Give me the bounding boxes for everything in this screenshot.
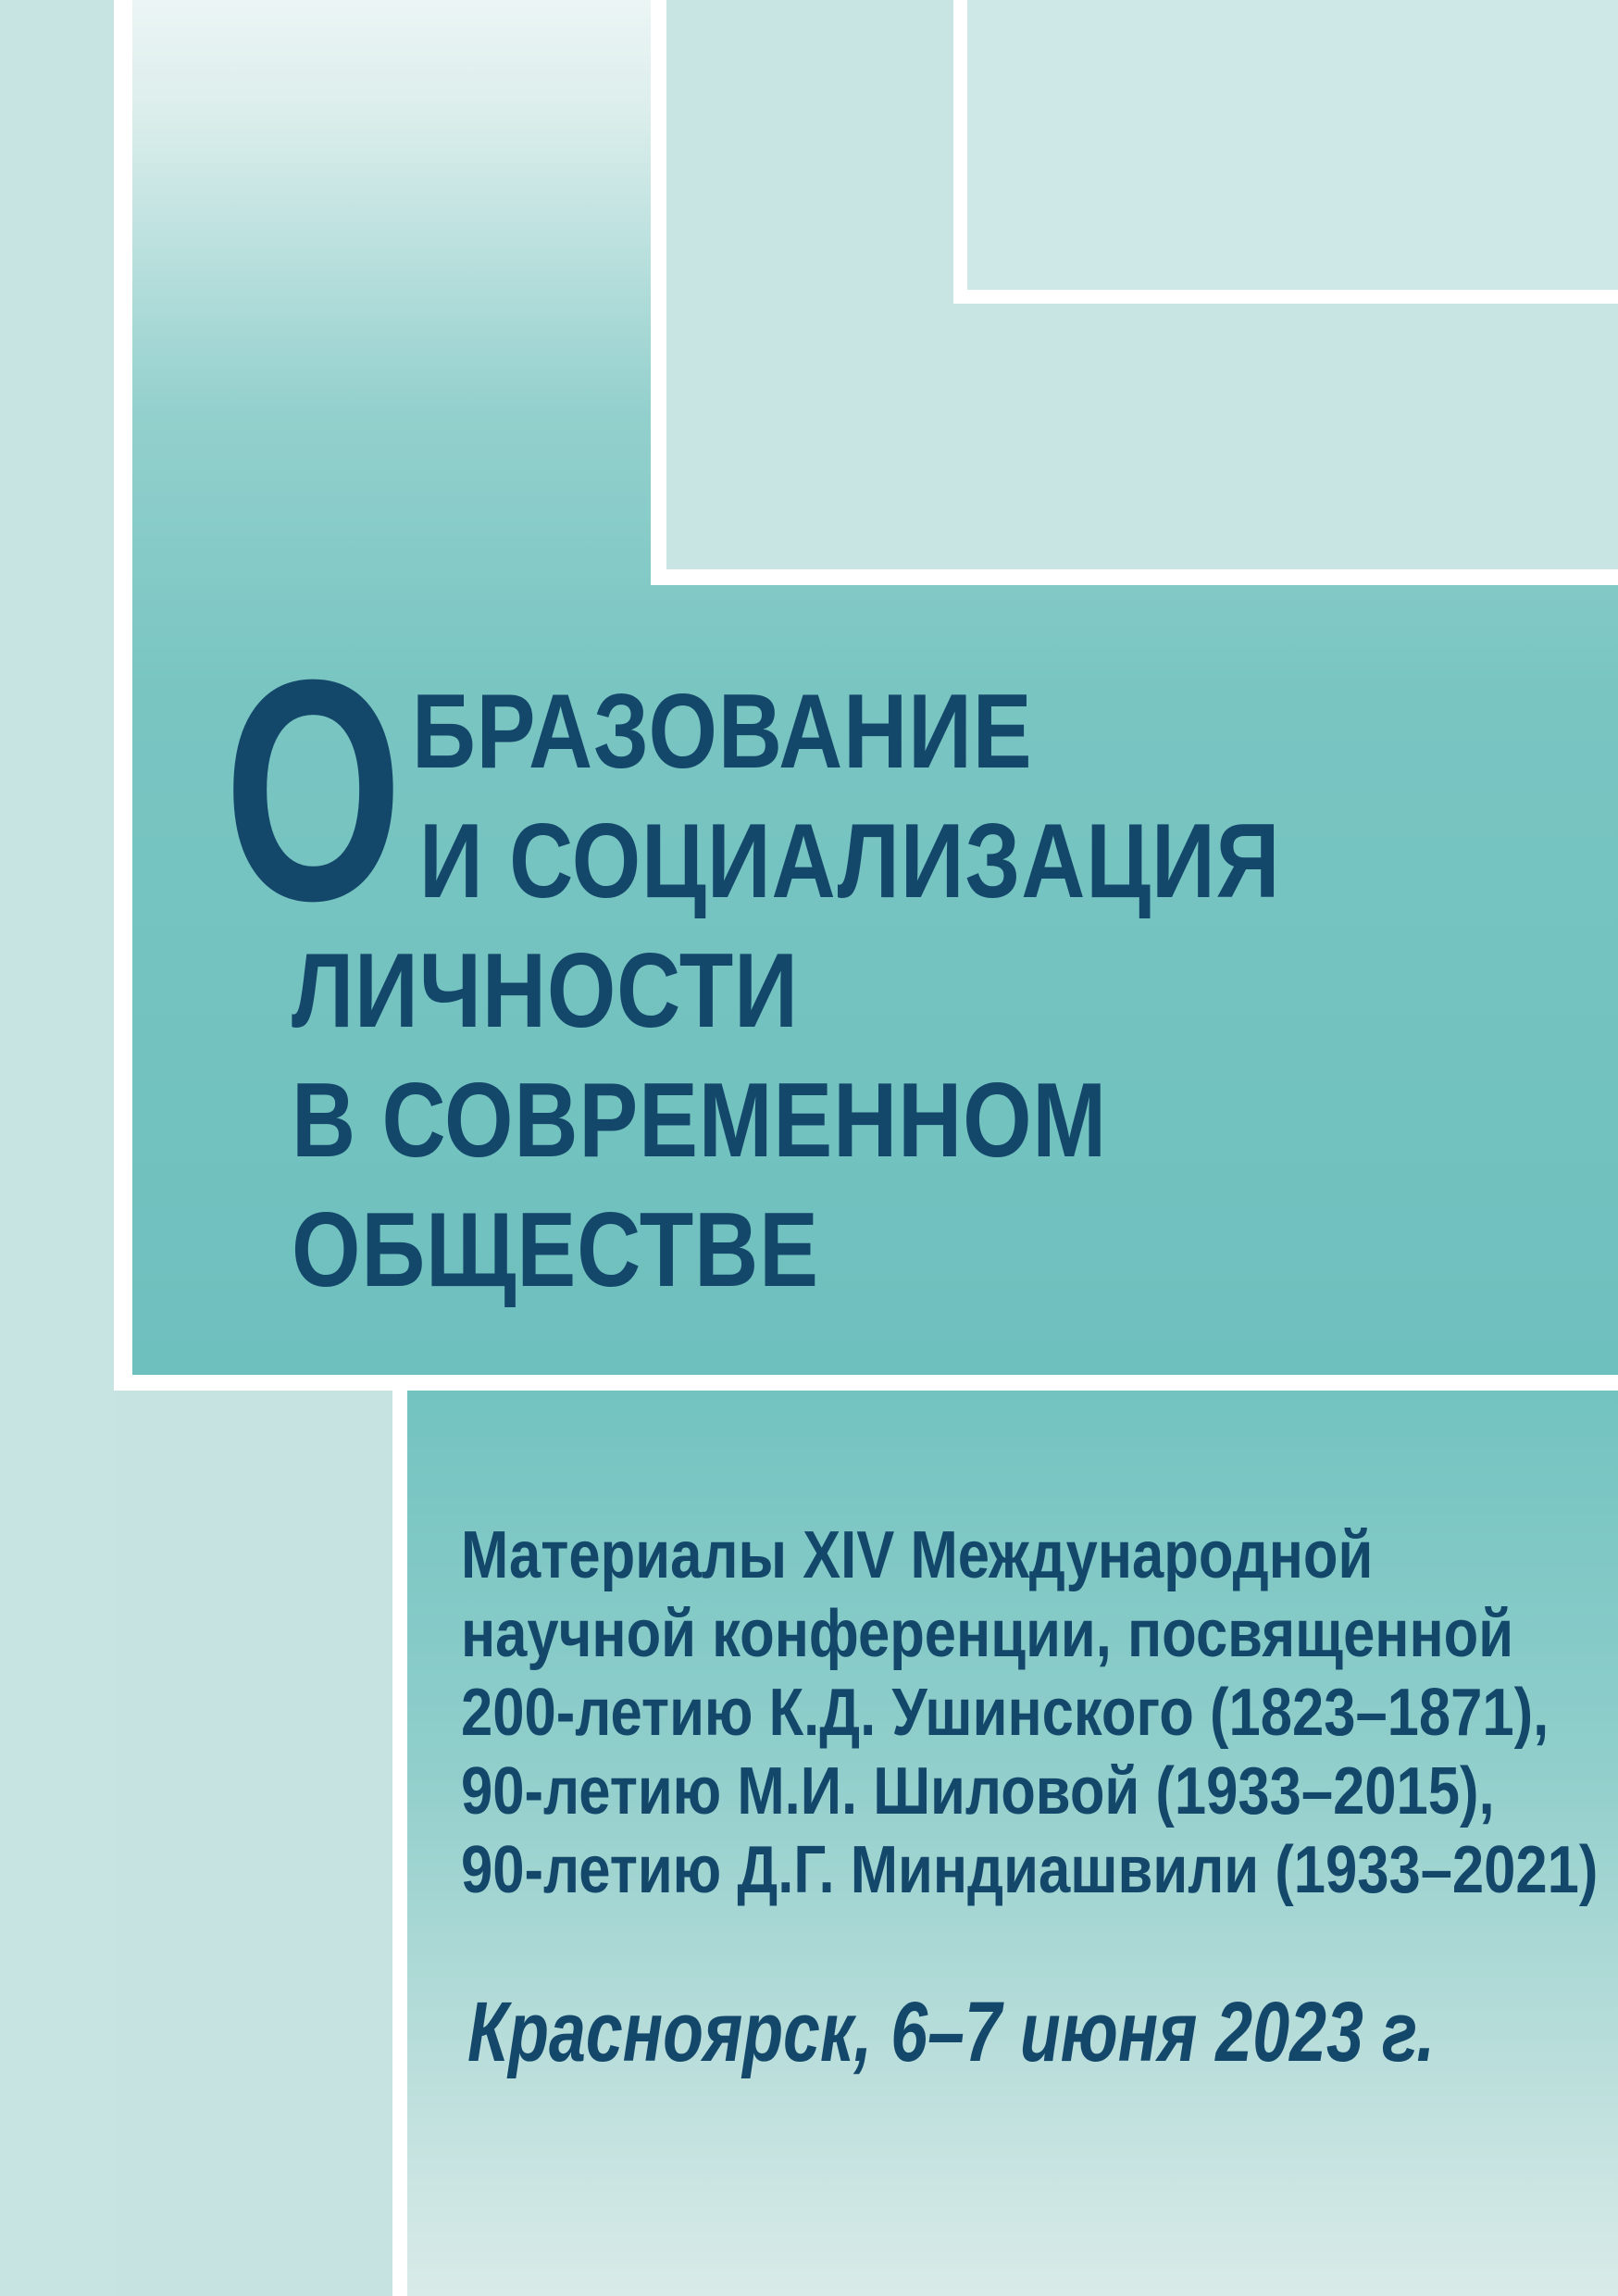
title-line-5: ОБЩЕСТВЕ (292, 1192, 819, 1309)
title-line-4: В СОВРЕМЕННОМ (292, 1062, 1108, 1179)
place-date-line: Красноярск, 6–7 июня 2023 г. (467, 1985, 1436, 2079)
divider-horizontal-rect-inner (953, 290, 1618, 304)
subtitle-line-3: 200-летию К.Д. Ушинского (1823–1871), (461, 1676, 1550, 1750)
divider-vertical-subtitle-panel (392, 1391, 407, 2296)
title-line-1: БРАЗОВАНИЕ (412, 673, 1033, 791)
left-background-strip (0, 0, 114, 2296)
title-dropcap: О (224, 615, 404, 967)
conference-subtitle (461, 1516, 1598, 1910)
divider-vertical-rect-inner (953, 0, 967, 304)
title-line-2: И СОЦИАЛИЗАЦИЯ (419, 803, 1281, 920)
subtitle-line-5: 90-летию Д.Г. Миндиашвили (1933–2021) (461, 1833, 1599, 1907)
decor-rectangle-inner (967, 0, 1618, 290)
divider-horizontal-panel-bottom (114, 1375, 1618, 1391)
imprint-panel (407, 1391, 1618, 2296)
divider-vertical-rect-outer (651, 0, 666, 585)
subtitle-line-4: 90-летию М.И. Шиловой (1933–2015), (461, 1754, 1495, 1828)
title-line-3: ЛИЧНОСТИ (292, 932, 799, 1050)
subtitle-line-2: научной конференции, посвященной (461, 1597, 1514, 1671)
divider-horizontal-rect-outer (651, 569, 1618, 585)
subtitle-line-1: Материалы XIV Международной (461, 1518, 1374, 1592)
divider-vertical-main-left (114, 0, 132, 1375)
